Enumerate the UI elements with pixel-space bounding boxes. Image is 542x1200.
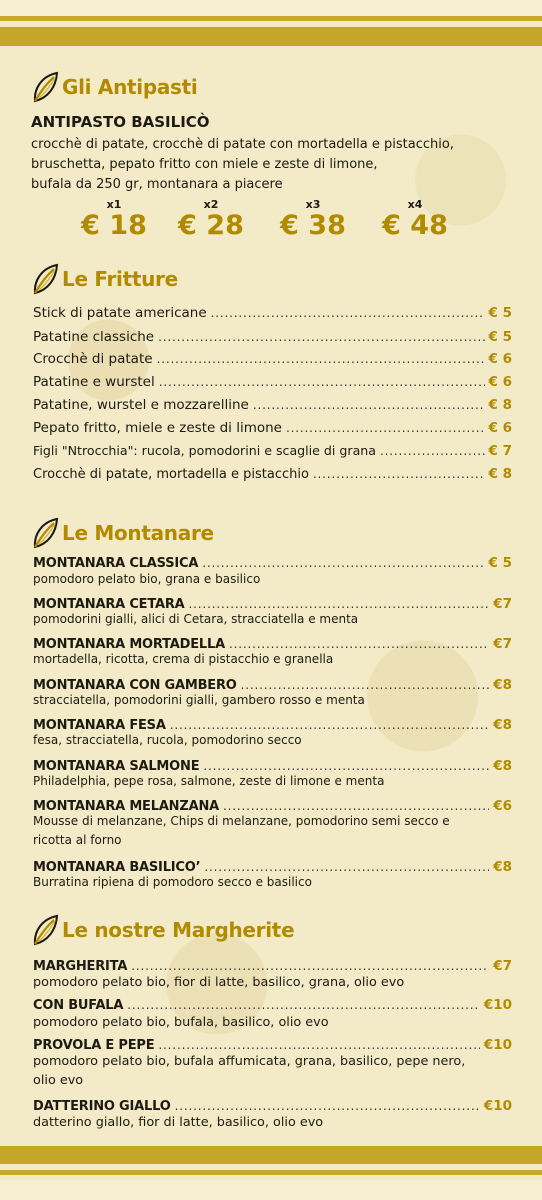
dot-leader xyxy=(159,375,485,389)
item-price: €8 xyxy=(493,859,512,875)
item-name: Crocchè di patate, mortadella e pistacchio xyxy=(33,467,309,482)
leaf-icon xyxy=(30,516,60,550)
item-name: MONTANARA MORTADELLA xyxy=(33,637,225,652)
dot-leader xyxy=(203,759,489,773)
item-price: € 5 xyxy=(488,329,512,345)
antipasto-desc-line: crocchè di patate, crocchè di patate con mortadella e pistacchio, xyxy=(31,137,454,152)
menu-item xyxy=(33,305,512,321)
section-title-text: Le nostre Margherite xyxy=(62,918,295,942)
item-price: €7 xyxy=(493,596,512,612)
dot-leader xyxy=(170,718,489,732)
section-margherite-title xyxy=(30,913,294,947)
dot-leader xyxy=(189,597,490,611)
item-price: € 6 xyxy=(488,351,512,367)
section-title-text: Le Fritture xyxy=(62,267,178,291)
price-value: € 38 xyxy=(280,210,346,241)
section-montanare-title xyxy=(30,516,214,550)
item-description: stracciatella, pomodorini gialli, gambero rosso e menta xyxy=(33,693,365,707)
section-antipasti-title xyxy=(30,70,197,104)
item-description: Mousse di melanzane, Chips di melanzane, pomodorino semi secco e ricotta al forno xyxy=(33,814,450,847)
price-qty: x4 xyxy=(407,198,423,211)
dot-leader xyxy=(158,1038,479,1052)
top-stripe-thin xyxy=(0,16,542,21)
price-value: € 28 xyxy=(178,210,244,241)
item-description: Burratina ripiena di pomodoro secco e basilico xyxy=(33,875,312,889)
bottom-stripe-thick xyxy=(0,1146,542,1164)
item-name: Crocchè di patate xyxy=(33,351,153,367)
item-price: € 7 xyxy=(488,443,512,459)
menu-item xyxy=(33,397,512,413)
section-title-text: Gli Antipasti xyxy=(62,75,198,99)
item-price: €6 xyxy=(493,798,512,814)
item-price: €10 xyxy=(483,1098,512,1114)
antipasto-desc-line: bruschetta, pepato fritto con miele e zeste di limone, xyxy=(31,157,378,172)
item-price: € 6 xyxy=(488,374,512,390)
dot-leader xyxy=(241,678,490,692)
menu-item xyxy=(33,351,512,367)
leaf-icon xyxy=(30,262,60,296)
dot-leader xyxy=(211,306,485,320)
antipasto-description xyxy=(31,135,526,195)
item-name: MONTANARA BASILICO’ xyxy=(33,860,201,875)
item-name: MONTANARA MELANZANA xyxy=(33,799,219,814)
item-description: fesa, stracciatella, rucola, pomodorino secco xyxy=(33,733,302,747)
price-option xyxy=(268,198,358,241)
dot-leader xyxy=(127,998,480,1012)
item-description: Philadelphia, pepe rosa, salmone, zeste di limone e menta xyxy=(33,774,385,788)
dot-leader xyxy=(286,421,485,435)
dot-leader xyxy=(158,330,484,344)
item-price: € 5 xyxy=(488,555,512,571)
menu-item xyxy=(33,466,512,482)
item-description: pomodoro pelato bio, fior di latte, basilico, grana, olio evo xyxy=(33,975,405,990)
price-option xyxy=(370,198,460,241)
price-qty: x2 xyxy=(203,198,219,211)
section-title-text: Le Montanare xyxy=(62,521,214,545)
price-option xyxy=(69,198,159,241)
item-name: Patatine classiche xyxy=(33,329,155,345)
item-name: DATTERINO GIALLO xyxy=(33,1099,171,1114)
price-option xyxy=(166,198,256,241)
antipasto-desc-line: bufala da 250 gr, montanara a piacere xyxy=(31,177,283,192)
menu-item xyxy=(33,1098,512,1114)
antipasto-name: ANTIPASTO BASILICÒ xyxy=(31,113,210,131)
menu-item xyxy=(33,958,512,974)
item-price: €7 xyxy=(493,958,512,974)
item-description: pomodoro pelato bio, bufala, basilico, olio evo xyxy=(33,1015,329,1030)
item-name: Patatine, wurstel e mozzarelline xyxy=(33,397,249,413)
item-price: €10 xyxy=(483,1037,512,1053)
item-description: pomodoro pelato bio, grana e basilico xyxy=(33,572,261,586)
item-description: pomodorini gialli, alici di Cetara, stracciatella e menta xyxy=(33,612,359,626)
dot-leader xyxy=(131,959,489,973)
bottom-stripe-thin xyxy=(0,1170,542,1175)
item-name: Stick di patate americane xyxy=(33,305,207,321)
section-fritture-title xyxy=(30,262,178,296)
item-price: €8 xyxy=(493,677,512,693)
item-name: Figli "Ntrocchia": rucola, pomodorini e scaglie di grana xyxy=(33,443,376,458)
dot-leader xyxy=(229,637,489,651)
item-description: pomodoro pelato bio, bufala affumicata, grana, basilico, pepe nero, olio evo xyxy=(33,1054,466,1088)
item-name: MONTANARA FESA xyxy=(33,718,166,733)
menu-item xyxy=(33,329,512,345)
dot-leader xyxy=(253,398,485,412)
dot-leader xyxy=(202,556,484,570)
item-name: MONTANARA CON GAMBERO xyxy=(33,678,237,693)
menu-item xyxy=(33,997,512,1013)
item-price: € 5 xyxy=(488,305,512,321)
top-border xyxy=(0,0,542,16)
item-name: MONTANARA SALMONE xyxy=(33,759,200,774)
price-qty: x3 xyxy=(305,198,321,211)
dot-leader xyxy=(204,860,489,874)
item-price: € 6 xyxy=(488,420,512,436)
dot-leader xyxy=(175,1099,480,1113)
dot-leader xyxy=(380,444,485,458)
leaf-icon xyxy=(30,913,60,947)
item-price: € 8 xyxy=(488,397,512,413)
menu-item xyxy=(33,374,512,390)
item-price: €8 xyxy=(493,758,512,774)
item-name: Patatine e wurstel xyxy=(33,374,155,390)
price-qty: x1 xyxy=(106,198,122,211)
item-name: MONTANARA CETARA xyxy=(33,597,185,612)
price-value: € 48 xyxy=(382,210,448,241)
item-name: PROVOLA E PEPE xyxy=(33,1038,155,1053)
item-name: CON BUFALA xyxy=(33,998,124,1013)
menu-item xyxy=(33,420,512,436)
item-price: €7 xyxy=(493,636,512,652)
menu-item xyxy=(33,1037,512,1053)
item-name: MONTANARA CLASSICA xyxy=(33,556,199,571)
top-stripe-thick xyxy=(0,27,542,46)
item-price: €8 xyxy=(493,717,512,733)
item-name: Pepato fritto, miele e zeste di limone xyxy=(33,420,282,436)
item-description: mortadella, ricotta, crema di pistacchio e granella xyxy=(33,652,334,666)
menu-item xyxy=(33,555,512,571)
dot-leader xyxy=(313,467,485,481)
price-value: € 18 xyxy=(81,210,147,241)
dot-leader xyxy=(157,352,485,366)
item-name: MARGHERITA xyxy=(33,959,128,974)
menu-item xyxy=(33,443,512,459)
item-price: € 8 xyxy=(488,466,512,482)
dot-leader xyxy=(223,799,489,813)
leaf-icon xyxy=(30,70,60,104)
item-description: datterino giallo, fior di latte, basilico, olio evo xyxy=(33,1115,324,1130)
bottom-border xyxy=(0,1180,542,1200)
item-price: €10 xyxy=(483,997,512,1013)
